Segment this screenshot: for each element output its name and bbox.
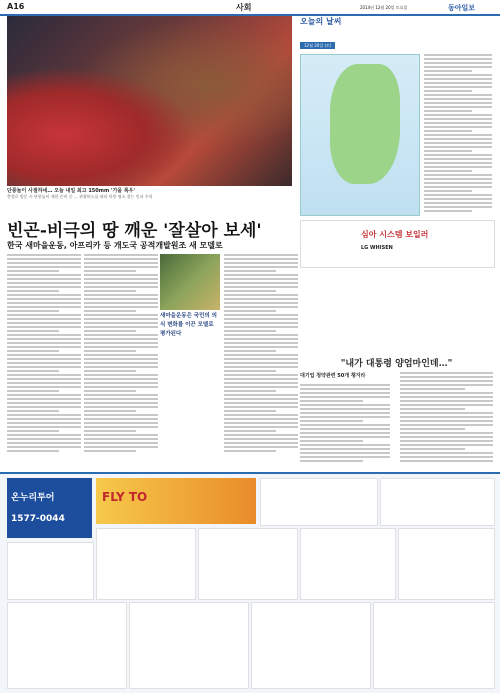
caption-title: 단풍놀이 사절하네… 오늘 내일 최고 150mm '가을 폭우' <box>7 188 136 194</box>
travel-brand: 온누리투어 <box>11 493 55 503</box>
ad-cell[interactable] <box>373 602 495 689</box>
travel-phone: 1577-0044 <box>11 514 65 524</box>
ad-cell[interactable] <box>260 478 378 526</box>
masthead <box>0 0 500 16</box>
ad-cell[interactable] <box>129 602 249 689</box>
sub-subhead: 대기업 청약관련 50개 챙겨라 <box>300 373 366 379</box>
ad-cell[interactable] <box>398 528 495 600</box>
article-col-1 <box>7 254 81 464</box>
boiler-ad[interactable] <box>300 220 495 268</box>
date: 2014년 12월 20일 토요일 <box>360 5 408 10</box>
article-col-4 <box>224 254 298 464</box>
weather-table <box>424 54 492 214</box>
boiler-ad-brand: LG WHISEN <box>361 245 393 251</box>
ad-cell[interactable] <box>7 602 127 689</box>
pull-quote: 새마을운동은 국민의 의식 변화를 이끈 모델로 평가된다 <box>160 313 217 337</box>
boiler-ad-title: 심아 시스템 보일러 <box>361 230 429 239</box>
main-subhead: 한국 새마을운동, 아프리카 등 개도국 공적개발원조 새 모델로 <box>7 241 223 250</box>
map-land <box>330 64 400 184</box>
weather-date: 12월 20일 (토) <box>300 42 335 49</box>
article-col-2 <box>84 254 158 464</box>
travel-ad-logo[interactable] <box>7 478 92 538</box>
fly-banner-text: FLY TO <box>102 490 148 504</box>
weather-title: 오늘의 날씨 <box>300 17 342 26</box>
paper-name: 동아일보 <box>448 4 476 12</box>
fly-banner[interactable] <box>96 478 256 524</box>
ad-cell[interactable] <box>300 528 396 600</box>
page-number: A16 <box>7 2 25 11</box>
ad-cell[interactable] <box>7 542 94 600</box>
section-title: 사회 <box>236 3 252 12</box>
ad-cell[interactable] <box>251 602 371 689</box>
main-photo <box>7 16 292 186</box>
ad-cell[interactable] <box>380 478 495 526</box>
article-photo <box>160 254 220 310</box>
sub-article-col-1 <box>300 384 390 466</box>
sub-headline: "내가 대통령 양엄마인데…" <box>340 359 453 369</box>
main-headline: 빈곤-비극의 땅 깨운 '잘살아 보세' <box>7 221 262 241</box>
photo-caption <box>7 188 292 212</box>
ad-cell[interactable] <box>96 528 196 600</box>
caption-body: 충정로 방문 시 단풍놀이 제한 준비 중 … 관광버스를 따라 단풍 명소 찾는 인파 주의 <box>7 194 153 199</box>
sub-article-col-2 <box>400 372 493 466</box>
ad-cell[interactable] <box>198 528 298 600</box>
